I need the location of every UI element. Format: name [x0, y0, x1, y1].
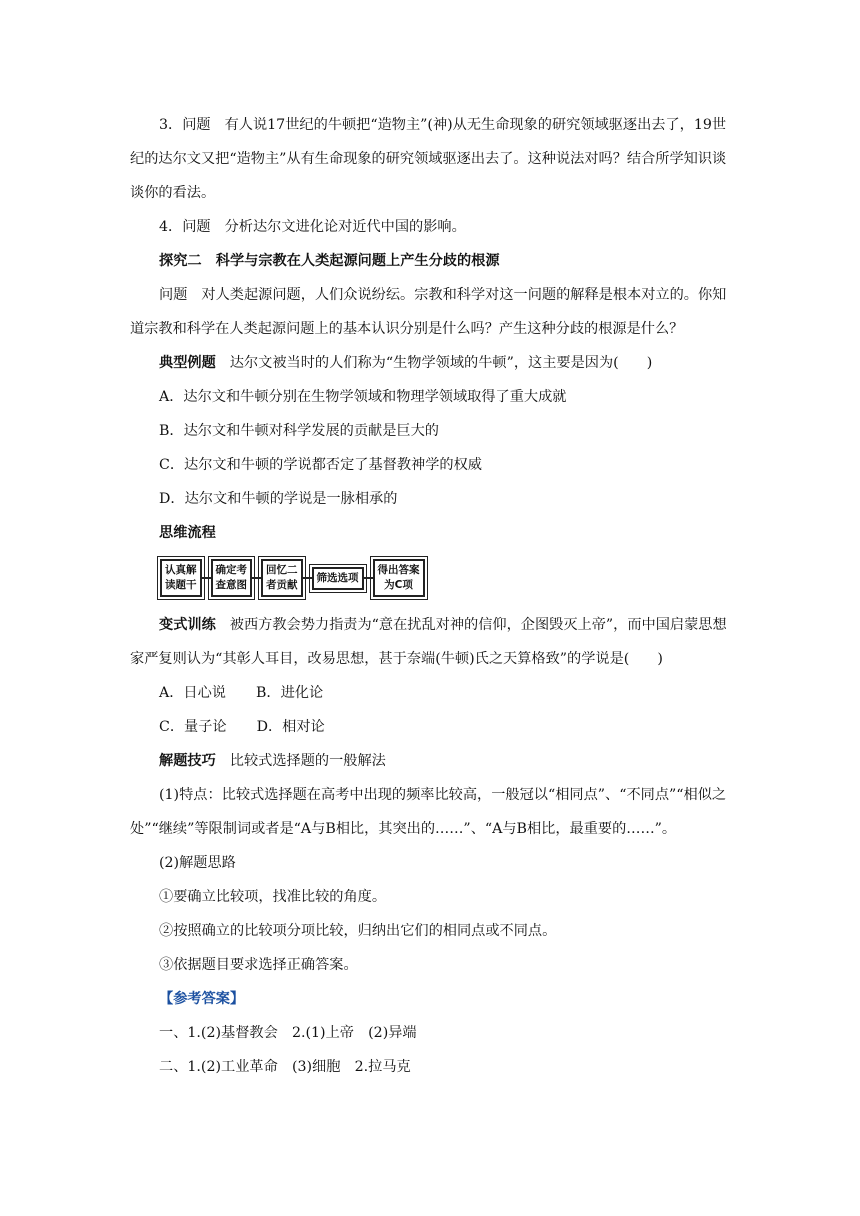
flow-step-2-line-1: 确定考 — [215, 564, 247, 576]
variant-options-row-2 — [130, 710, 730, 744]
tips-approach: (2)解题思路 — [159, 855, 236, 871]
flow-step-2 — [211, 559, 253, 597]
flow-step-4 — [312, 567, 364, 590]
question-3-label: 3．问题 — [159, 117, 211, 133]
flow-step-3-line-2: 者贡献 — [266, 579, 298, 591]
example-label: 典型例题 — [159, 355, 216, 371]
flow-step-3 — [261, 559, 303, 597]
variant-stem-close: ) — [657, 651, 663, 667]
question-3 — [130, 108, 730, 210]
answers-line-2: 二、1.(2)工业革命 (3)细胞 2.拉马克 — [159, 1059, 411, 1075]
tips-feature: (1)特点：比较式选择题在高考中出现的频率比较高，一般冠以“相同点”、“不同点”“相似之处”“继续”等限制词或者是“A与B相比，其突出的……”、“A与B相比，最重要的……”。 — [130, 787, 727, 837]
flow-step-1-line-1: 认真解 — [165, 564, 197, 576]
example-stem-text: 达尔文被当时的人们称为“生物学领域的牛顿”，这主要是因为( — [229, 355, 619, 371]
flow-step-3-line-1: 回忆二 — [266, 564, 298, 576]
flow-step-5 — [373, 559, 425, 597]
flow-connector — [303, 577, 312, 579]
tips-step-3: ③依据题目要求选择正确答案。 — [159, 957, 358, 973]
question-4-label: 4．问题 — [159, 219, 211, 235]
tips-title: 比较式选择题的一般解法 — [229, 753, 386, 769]
flow-step-1 — [160, 559, 202, 597]
variant-label: 变式训练 — [159, 617, 216, 633]
example-option-d: D．达尔文和牛顿的学说是一脉相承的 — [159, 491, 398, 507]
flow-step-5-line-2: 为C项 — [384, 579, 413, 591]
variant-stem-text: 被西方教会势力指责为“意在扰乱对神的信仰，企图毁灭上帝”，而中国启蒙思想家严复则认为“其彰人耳目，改易思想，甚于奈端(牛顿)氏之天算格致”的学说是( — [130, 617, 727, 667]
example-option-a: A．达尔文和牛顿分别在生物学领域和物理学领域取得了重大成就 — [159, 389, 567, 405]
section-2-question-text: 对人类起源问题，人们众说纷纭。宗教和科学对这一问题的解释是根本对立的。你知道宗教和科学在人类起源问题上的基本认识分别是什么吗？产生这种分歧的根源是什么？ — [130, 287, 727, 337]
section-2-heading: 探究二 科学与宗教在人类起源问题上产生分歧的根源 — [159, 253, 500, 269]
tips-step-1: ①要确立比较项，找准比较的角度。 — [159, 889, 387, 905]
variant-option-c: C．量子论 — [159, 719, 227, 735]
question-4-text: 分析达尔文进化论对近代中国的影响。 — [224, 219, 466, 235]
question-4 — [130, 210, 730, 244]
variant-option-d: D．相对论 — [256, 719, 325, 735]
answers-heading: 【参考答案】 — [159, 991, 245, 1007]
example-stem-close: ) — [646, 355, 653, 371]
flow-connector — [364, 577, 373, 579]
section-2-question-label: 问题 — [159, 287, 188, 303]
answers-line-1: 一、1.(2)基督教会 2.(1)上帝 (2)异端 — [159, 1025, 417, 1041]
flow-step-1-line-2: 读题干 — [165, 579, 197, 591]
section-2-question — [130, 278, 730, 346]
flow-connector — [252, 577, 261, 579]
example-stem — [130, 346, 730, 380]
variant-option-b: B．进化论 — [256, 685, 324, 701]
page-content — [130, 108, 730, 1084]
variant-option-a: A．日心说 — [159, 685, 226, 701]
tips-label: 解题技巧 — [159, 753, 216, 769]
flow-step-2-line-2: 查意图 — [215, 579, 247, 591]
tips-step-2: ②按照确立的比较项分项比较，归纳出它们的相同点或不同点。 — [159, 923, 557, 939]
example-option-c: C．达尔文和牛顿的学说都否定了基督教神学的权威 — [159, 457, 482, 473]
flow-heading: 思维流程 — [159, 525, 216, 541]
tips-heading — [130, 744, 730, 778]
flow-connector — [202, 577, 211, 579]
thinking-flow-diagram — [160, 558, 730, 598]
variant-stem — [130, 608, 730, 676]
flow-step-5-line-1: 得出答案 — [377, 564, 420, 576]
example-option-b: B．达尔文和牛顿对科学发展的贡献是巨大的 — [159, 423, 439, 439]
flow-step-4-line-1: 筛选选项 — [316, 571, 359, 584]
question-3-text: 有人说17世纪的牛顿把“造物主”(神)从无生命现象的研究领域驱逐出去了，19世纪的达尔文又把“造物主”从有生命现象的研究领域驱逐出去了。这种说法对吗？结合所学知识谈谈你的看法。 — [130, 117, 727, 201]
variant-options-row-1 — [130, 676, 730, 710]
